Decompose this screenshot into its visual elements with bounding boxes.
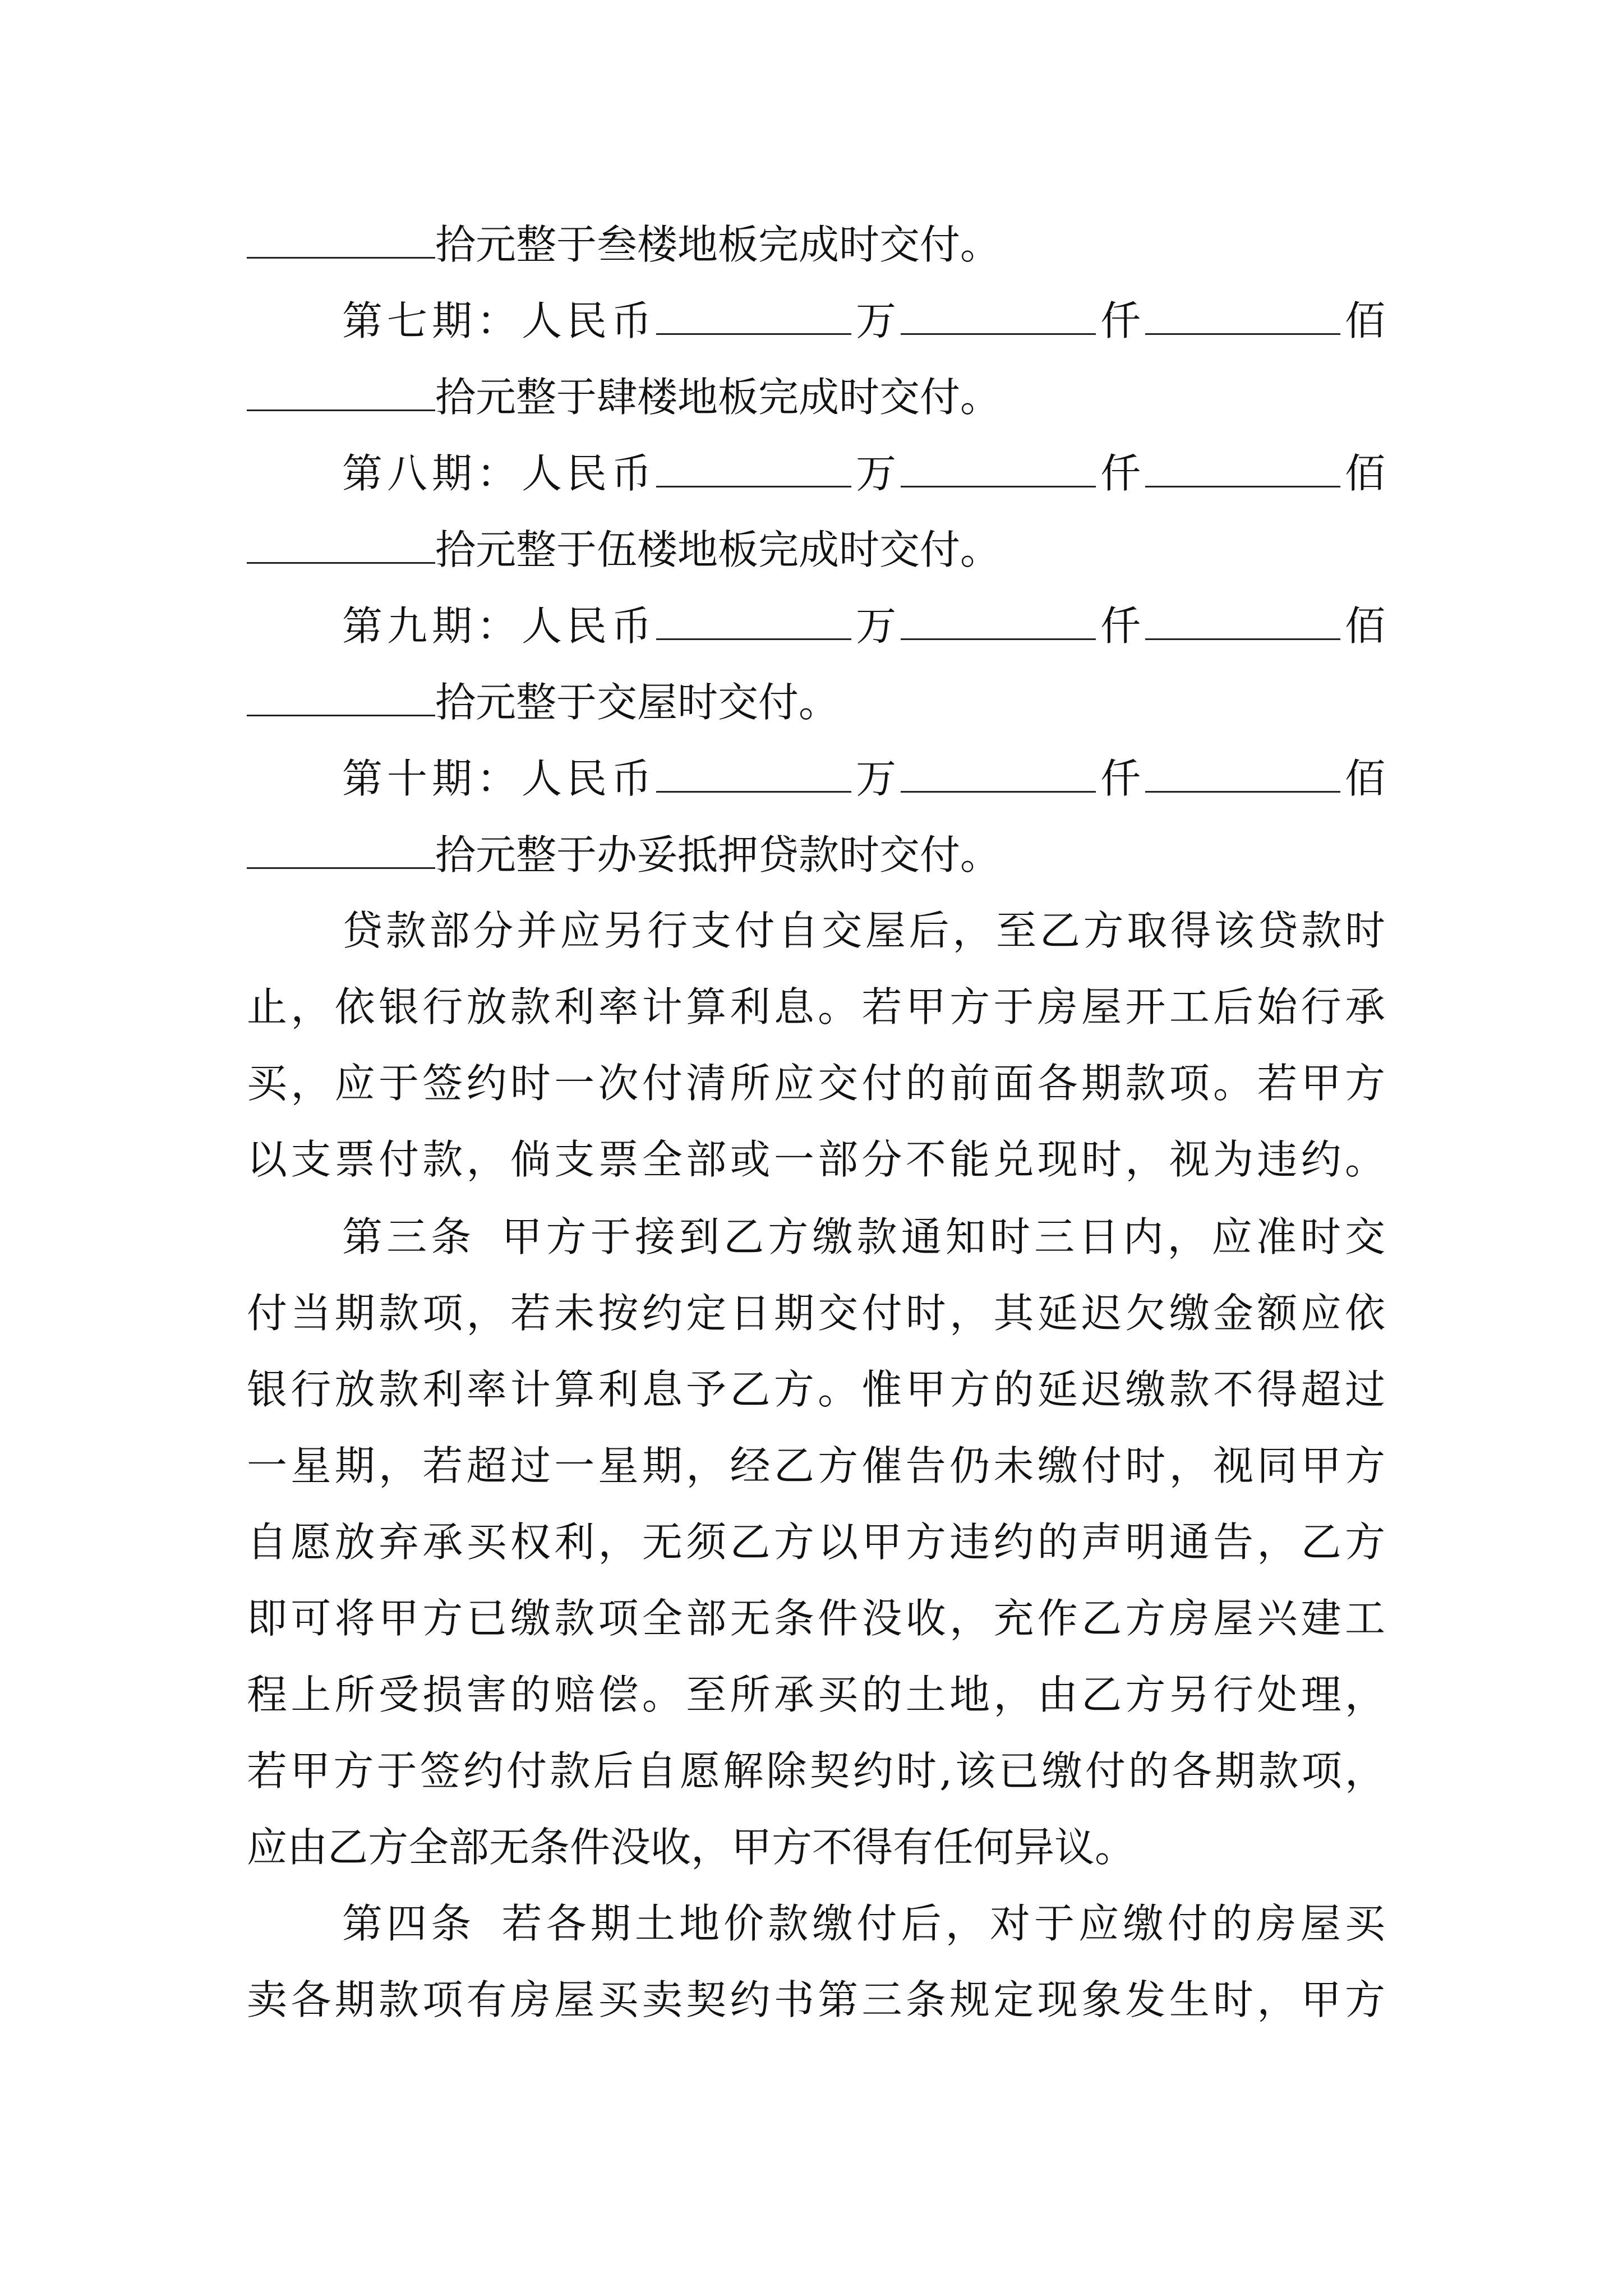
article-4-first-line [342,1898,1385,1949]
qian-unit: 仟 [1095,297,1145,344]
installment-10-line [247,828,1385,880]
article-3-line: 若甲方于签约付款后自愿解除契约时,该已缴付的各期款项， [247,1747,1385,1795]
installment-8-head [342,447,1385,499]
bai-unit: 佰 [1340,602,1385,650]
installment-7-head [342,294,1385,346]
wan-blank[interactable] [656,599,851,640]
qian-unit: 仟 [1095,450,1145,497]
bai-blank[interactable] [1145,447,1340,487]
amount-blank[interactable] [247,675,435,716]
loan-paragraph-line-4: 以支票付款，倘支票全部或一部分不能兑现时，视为违约。 [247,1136,1385,1183]
article-4-first-text: 若各期土地价款缴付后，对于应缴付的房屋买 [497,1900,1385,1947]
article-3-line: 程上所受损害的赔偿。至所承买的土地，由乙方另行处理， [247,1671,1385,1718]
installment-9-label: 第九期：人民币 [342,602,656,650]
wan-blank[interactable] [656,294,851,335]
article-4-line: 卖各期款项有房屋买卖契约书第三条规定现象发生时，甲方 [247,1976,1385,2023]
wan-unit: 万 [851,297,901,344]
installment-10-label: 第十期：人民币 [342,755,656,802]
article-3-heading: 第三条 [342,1213,476,1260]
installment-7-line [247,370,1385,422]
installment-6-line [247,218,1385,270]
loan-paragraph-line-3: 买，应于签约时一次付清所应交付的前面各期款项。若甲方 [247,1060,1385,1107]
amount-blank[interactable] [247,523,435,564]
bai-blank[interactable] [1145,294,1340,335]
article-3-last-line: 应由乙方全部无条件没收，甲方不得有任何异议。 [247,1824,1136,1871]
qian-blank[interactable] [901,294,1096,335]
qian-blank[interactable] [901,447,1096,487]
installment-9-line [247,675,1385,728]
installment-7-label: 第七期：人民币 [342,297,656,344]
article-3-line: 付当期款项，若未按约定日期交付时，其延迟欠缴金额应依 [247,1290,1385,1337]
loan-paragraph-line-2: 止，依银行放款利率计算利息。若甲方于房屋开工后始行承 [247,983,1385,1030]
amount-blank[interactable] [247,218,435,259]
bai-unit: 佰 [1340,297,1385,344]
article-3-line: 自愿放弃承买权利，无须乙方以甲方违约的声明通告，乙方 [247,1519,1385,1566]
installment-8-label: 第八期：人民币 [342,450,656,497]
wan-unit: 万 [851,450,901,497]
installment-8-line [247,523,1385,575]
qian-blank[interactable] [901,752,1096,793]
amount-blank[interactable] [247,828,435,869]
bai-blank[interactable] [1145,599,1340,640]
bai-blank[interactable] [1145,752,1340,793]
installment-9-head [342,599,1385,651]
wan-blank[interactable] [656,447,851,487]
article-3-line: 一星期，若超过一星期，经乙方催告仍未缴付时，视同甲方 [247,1442,1385,1489]
wan-unit: 万 [851,755,901,802]
wan-unit: 万 [851,602,901,650]
qian-blank[interactable] [901,599,1096,640]
wan-blank[interactable] [656,752,851,793]
article-3-line: 银行放款利率计算利息予乙方。惟甲方的延迟缴款不得超过 [247,1366,1385,1413]
bai-unit: 佰 [1340,450,1385,497]
installment-10-head [342,752,1385,804]
qian-unit: 仟 [1095,755,1145,802]
amount-blank[interactable] [247,370,435,411]
installment-9-tail: 拾元整于交屋时交付。 [435,679,840,726]
loan-paragraph-line-1: 贷款部分并应另行支付自交屋后，至乙方取得该贷款时 [342,907,1385,954]
article-4-heading: 第四条 [342,1900,476,1947]
installment-6-tail: 拾元整于叁楼地板完成时交付。 [435,221,1001,268]
article-3-first-text: 甲方于接到乙方缴款通知时三日内，应准时交 [497,1213,1385,1260]
installment-8-tail: 拾元整于伍楼地板完成时交付。 [435,526,1001,573]
bai-unit: 佰 [1340,755,1385,802]
article-3-line: 即可将甲方已缴款项全部无条件没收，充作乙方房屋兴建工 [247,1595,1385,1642]
article-3-first-line [342,1212,1385,1262]
installment-10-tail: 拾元整于办妥抵押贷款时交付。 [435,831,1001,878]
qian-unit: 仟 [1095,602,1145,650]
installment-7-tail: 拾元整于肆楼地板完成时交付。 [435,374,1001,421]
